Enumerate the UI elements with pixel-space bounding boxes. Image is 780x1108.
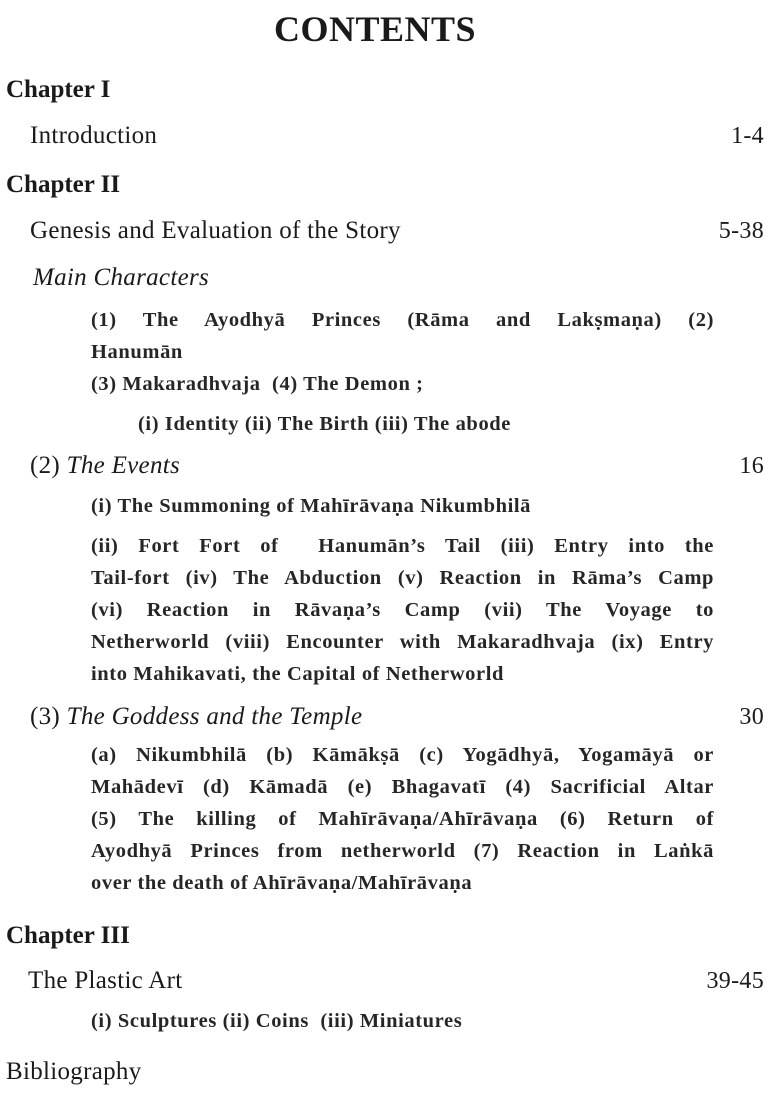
main-characters-heading: Main Characters [33, 264, 210, 291]
main-characters-line: (i) Identity (ii) The Birth (iii) The abode [138, 413, 511, 435]
page-title: CONTENTS [273, 9, 477, 49]
chapter-3-entry: The Plastic Art [28, 967, 183, 994]
events-line: (ii) Fort Fort of Hanumān’s Tail (iii) Entry into the [91, 535, 714, 557]
chapter-1-pages: 1-4 [731, 123, 764, 149]
goddess-line: (a) Nikumbhilā (b) Kāmākṣā (c) Yogādhyā, Yogamāyā or [91, 744, 714, 766]
events-line: Tail-fort (iv) The Abduction (v) Reaction in Rāma’s Camp [91, 567, 714, 589]
events-line: (vi) Reaction in Rāvaṇa’s Camp (vii) The Voyage to [91, 599, 714, 621]
main-characters-line: (3) Makaradhvaja (4) The Demon ; [91, 373, 424, 395]
chapter-2-entry: Genesis and Evaluation of the Story [30, 217, 401, 244]
chapter-2-pages: 5-38 [718, 218, 764, 244]
goddess-title: The Goddess and the Temple [66, 703, 363, 730]
chapter-2-heading: Chapter II [6, 171, 121, 198]
events-line: Netherworld (viii) Encounter with Makaradhvaja (ix) Entry [91, 631, 714, 653]
goddess-heading [30, 703, 362, 731]
goddess-line: Ayodhyā Princes from netherworld (7) Reaction in Laṅkā [91, 840, 714, 862]
chapter-3-pages: 39-45 [706, 968, 764, 994]
goddess-page: 30 [739, 704, 764, 730]
events-number: (2) [30, 452, 61, 479]
events-heading [30, 452, 180, 480]
goddess-line: Mahādevī (d) Kāmadā (e) Bhagavatī (4) Sacrificial Altar [91, 776, 714, 798]
events-line: into Mahikavati, the Capital of Netherworld [91, 663, 504, 685]
bibliography-heading: Bibliography [6, 1058, 142, 1085]
main-characters-line: Hanumān [91, 341, 183, 363]
goddess-number: (3) [30, 703, 61, 730]
events-page: 16 [739, 453, 764, 479]
main-characters-line: (1) The Ayodhyā Princes (Rāma and Lakṣmaṇa) (2) [91, 309, 714, 331]
goddess-line: (5) The killing of Mahīrāvaṇa/Ahīrāvaṇa (6) Return of [91, 808, 714, 830]
events-line: (i) The Summoning of Mahīrāvaṇa Nikumbhilā [91, 495, 532, 517]
chapter-3-sub: (i) Sculptures (ii) Coins (iii) Miniatures [91, 1010, 463, 1032]
chapter-3-heading: Chapter III [6, 922, 130, 949]
goddess-line: over the death of Ahīrāvaṇa/Mahīrāvaṇa [91, 872, 473, 894]
events-title: The Events [66, 452, 181, 479]
chapter-1-heading: Chapter I [6, 76, 111, 103]
chapter-1-entry: Introduction [30, 122, 158, 149]
